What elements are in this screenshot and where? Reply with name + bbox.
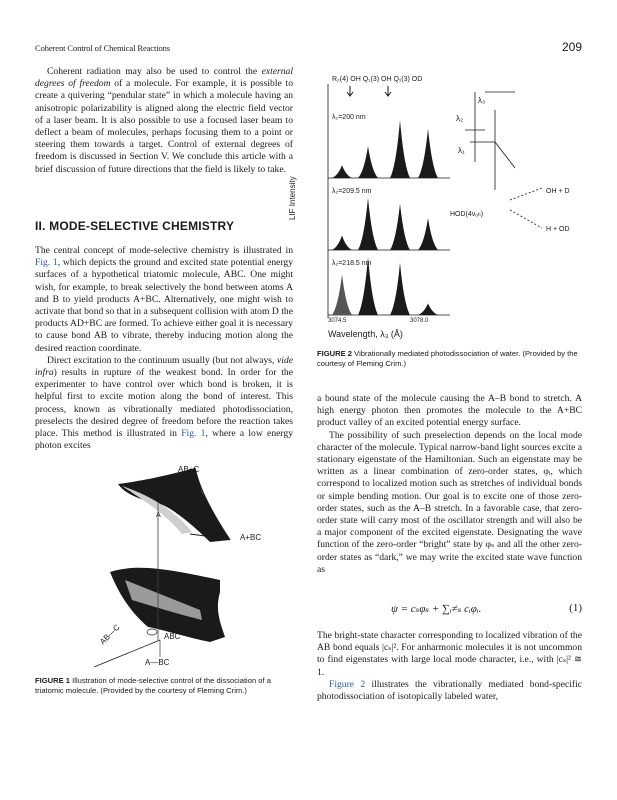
paragraph-bright-state: The bright-state character corresponding to localized vibration of the AB bond equals |cₛ|². For anharmonic molecules it is not uncommon to find eigenstates with large local mode character, i.e., with |cₛ|² ≅ 1.	[317, 630, 582, 678]
figure2-caption-text: Vibrationally mediated photodissociation of water. (Provided by the courtesy of Fleming Crim.)	[317, 349, 578, 368]
spectrum-peak	[332, 165, 352, 178]
scheme-hod: HOD(4νₒₕ)	[450, 211, 484, 218]
figure1-caption	[35, 676, 293, 696]
line-marker-arrow	[347, 86, 353, 96]
spectrum-peak	[332, 236, 352, 251]
spectrum-peak	[332, 274, 352, 315]
figure2-caption	[317, 349, 582, 369]
intro-text	[35, 66, 293, 176]
paragraph-direct-excitation: Direct excitation to the continuum usually (but not always, vide infra) results in rupture of the weakest bond. In order for the experimenter to have control over which bond is broken, it is helpful first to excite motion along the bond of interest. This process, known as vibrationally mediated photodissociation, preselects the desired degree of freedom before the reaction takes place. This method is illustrated in Fig. 1, where a low energy photon excites	[35, 354, 294, 452]
scheme-l3: λ₃	[478, 96, 486, 105]
line-marker-arrow	[385, 86, 391, 96]
section-body	[35, 245, 293, 452]
equation-body: ψ = cₛφₛ + ∑ᵢ≠ₛ cᵢφᵢ.	[391, 603, 482, 615]
scheme-l2: λ₂	[456, 114, 464, 123]
label-ab-c: AB+C	[178, 465, 200, 474]
spectrum-peak	[418, 218, 438, 250]
label-a-bc: A+BC	[240, 533, 262, 542]
spectrum-peak	[390, 204, 410, 250]
excited-surface	[118, 468, 230, 542]
right-body	[317, 393, 582, 576]
scheme-arrow-oh	[510, 188, 542, 200]
paragraph-mode-selective: The central concept of mode-selective chemistry is illustrated in Fig. 1, which depicts the ground and excited state potential energy surfaces of a hypothetical triatomic molecule, ABC. One might wish, for example, to break selectively the bond between atoms A and B to yield products A+BC. Alternatively, one might wish to activate that bond so that in a subsequent collision with atom D the products AD+BC are formed. To achieve either goal it is necessary to cause bond AB to vibrate, thereby inducing motion along the desired reaction coordinate.	[35, 245, 293, 354]
spectrum-label-2: λ₂=209.5 nm	[332, 188, 372, 195]
spectrum-peak	[390, 263, 410, 315]
fig1-link-2[interactable]: Fig. 1	[181, 428, 206, 440]
spectrum-peak	[418, 303, 438, 315]
label-a: A	[156, 512, 161, 519]
fig2-top-label: R₂(4) OH Q₁(3) OH Q₁(3) OD	[332, 76, 423, 83]
paragraph-preselection: The possibility of such preselection depends on the local mode character of the molecule. Typical narrow-band light sources excite a stationary eigenstate of the Hamiltonian. Such an eigenstate may be written as a linear combination of zero-order states, φᵢ, which correspond to localized motion such as stretches of individual bonds or simple bending motion. Our goal is to excite one of those zero-order states, such as the A–B stretch. In a favorable case, that zero-order state will carry most of the oscillator strength and will also be a major component of the excited eigenstate. Designating the wave function of the zero-order “bright” state by φₛ and all the other zero-order states as “dark,” we may write the excited state wave function as	[317, 429, 582, 575]
label-a-bc-axis: A—BC	[145, 658, 170, 667]
figure1-caption-label: FIGURE 1	[35, 676, 71, 685]
spectrum-label-1: λ₂=200 nm	[332, 114, 366, 121]
label-abc: ABC	[164, 632, 181, 641]
fig2-ylabel: LIF Intensity	[288, 176, 297, 220]
scheme-h-od: H + OD	[546, 226, 570, 233]
spectrum-peak	[418, 129, 438, 178]
fig2-spectra	[310, 70, 590, 345]
figure1-caption-text: Illustration of mode-selective control of the dissociation of a triatomic molecule. (Provided by the courtesy of Fleming Crim.)	[35, 676, 271, 695]
fig1-link[interactable]: Fig. 1	[35, 257, 58, 269]
running-title: Coherent Control of Chemical Reactions	[35, 43, 171, 53]
figure2	[288, 70, 590, 345]
paragraph-figure2-ref: Figure 2 illustrates the vibrationally mediated bond-specific photodissociation of isotopically labeled water,	[317, 678, 583, 703]
spectrum-peak	[358, 198, 378, 250]
spectrum-label-3: λ₂=218.5 nm	[332, 260, 372, 267]
fig2-link[interactable]: Figure 2	[329, 678, 366, 690]
spectrum-peak	[390, 120, 410, 178]
figure2-caption-label: FIGURE 2	[317, 349, 353, 358]
right-body-2	[317, 630, 582, 703]
scheme-level	[470, 142, 515, 168]
section-heading: II. MODE-SELECTIVE CHEMISTRY	[35, 219, 235, 233]
equation-1	[317, 602, 582, 622]
label-ab-c-axis: AB—C	[98, 622, 122, 647]
page-number: 209	[561, 40, 582, 54]
scheme-l1: λ₁	[458, 146, 465, 155]
intro-paragraph: Coherent radiation may also be used to control the external degrees of freedom of a molecule. For example, it is possible to create a quivering “pendular state” in which a molecule having an anisotropic polarizability is aligned along the electric field vector of a laser beam. It is also possible to use a focused laser beam to deflect a beam of molecules, perhaps focusing them to a point or steering them towards a target. Control of external degrees of freedom is discussed in Section V. We conclude this article with a brief discussion of future directions that the field is likely to take.	[35, 66, 293, 175]
equation-number: (1)	[569, 602, 582, 614]
paragraph-bound-state: a bound state of the molecule causing the A–B bond to stretch. A high energy photon then promotes the molecule to the A+BC product valley of an excited potential energy surface.	[317, 393, 582, 429]
scheme-arrow-h	[510, 210, 542, 228]
x-tick-1: 3074.5	[328, 318, 347, 324]
x-tick-2: 3078.0	[410, 318, 429, 324]
scheme-oh-d: OH + D	[546, 188, 570, 195]
spectrum-peak	[358, 146, 378, 178]
fig2-xlabel: Wavelength, λ₃ (Å)	[328, 329, 403, 339]
